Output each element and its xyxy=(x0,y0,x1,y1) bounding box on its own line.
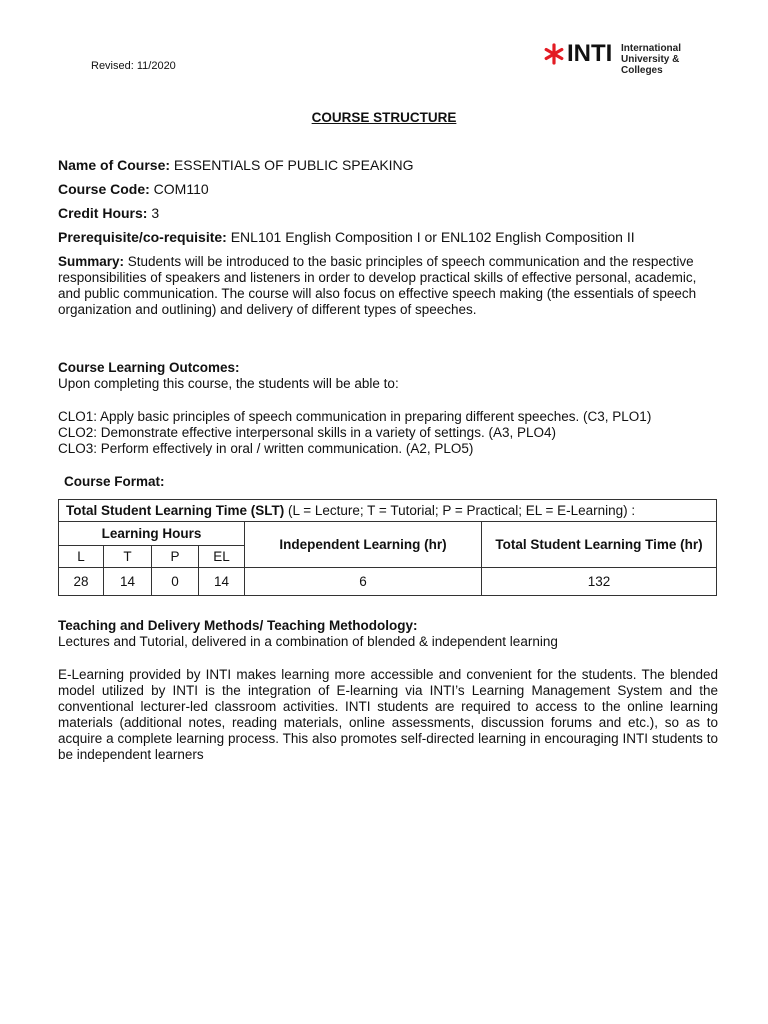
logo-subtitle-line1: International xyxy=(621,43,682,54)
value-el: 14 xyxy=(199,568,245,596)
col-header-t: T xyxy=(104,546,152,568)
summary xyxy=(58,254,718,318)
value-t: 14 xyxy=(104,568,152,596)
credit-hours-value: 3 xyxy=(147,205,160,221)
credit-hours-label: Credit Hours: xyxy=(58,205,148,221)
clo-item: CLO1: Apply basic principles of speech communication in preparing different speeches. (C3, PLO1) xyxy=(58,409,652,424)
summary-label: Summary: xyxy=(58,254,125,269)
prerequisite-value: ENL101 English Composition I or ENL102 English Composition II xyxy=(226,229,635,245)
course-code xyxy=(58,181,209,197)
logo-subtitle-line2: University & Colleges xyxy=(621,54,680,76)
clo-item: CLO2: Demonstrate effective interpersonal skills in a variety of settings. (A3, PLO4) xyxy=(58,425,556,440)
independent-learning-value: 6 xyxy=(245,568,482,596)
summary-text: Students will be introduced to the basic principles of speech communication and the respective responsibilities of speakers and listeners in order to develop practical skills of effective personal, academic, and public communication. The course will also focus on effective speech making (the essentials of speech organization and outlining) and delivery of different types of speeches. xyxy=(58,254,697,317)
value-p: 0 xyxy=(152,568,199,596)
course-code-value: COM110 xyxy=(149,181,209,197)
col-header-el: EL xyxy=(199,546,245,568)
learning-hours-header: Learning Hours xyxy=(59,522,245,546)
independent-learning-header: Independent Learning (hr) xyxy=(245,522,482,568)
slt-header-rest: (L = Lecture; T = Tutorial; P = Practical; EL = E-Learning) : xyxy=(284,503,636,518)
slt-table xyxy=(58,499,717,596)
methods-paragraph: E-Learning provided by INTI makes learning more accessible and convenient for the students. The blended model utilized by INTI is the integration of E-learning via INTI’s Learning Management System and the conventional lecturer-led classroom activities. INTI students are required to access to the online learning materials (additional notes, reading materials, online assessments, discussion forums and etc.), so as to acquire a complete learning process. This also promotes self-directed learning in encouraging INTI students to be independent learners xyxy=(58,667,718,762)
slt-table-header xyxy=(59,500,717,522)
slt-header-bold: Total Student Learning Time (SLT) xyxy=(66,503,285,518)
col-header-p: P xyxy=(152,546,199,568)
course-name-value: ESSENTIALS OF PUBLIC SPEAKING xyxy=(170,157,414,173)
course-name xyxy=(58,157,414,173)
format-heading: Course Format: xyxy=(64,474,165,489)
course-name-label: Name of Course: xyxy=(58,157,171,173)
methods-heading: Teaching and Delivery Methods/ Teaching Methodology: xyxy=(58,618,418,633)
clo-item: CLO3: Perform effectively in oral / written communication. (A2, PLO5) xyxy=(58,441,474,456)
credit-hours xyxy=(58,205,159,221)
page-title: COURSE STRUCTURE xyxy=(311,110,457,125)
logo-subtitle xyxy=(621,43,723,76)
outcomes-heading: Course Learning Outcomes: xyxy=(58,360,240,375)
revised-date: Revised: 11/2020 xyxy=(91,60,176,72)
value-l: 28 xyxy=(59,568,104,596)
col-header-l: L xyxy=(59,546,104,568)
total-slt-value: 132 xyxy=(482,568,717,596)
inti-logo xyxy=(543,40,723,76)
methods-line1: Lectures and Tutorial, delivered in a combination of blended & independent learning xyxy=(58,634,558,649)
prerequisite xyxy=(58,229,635,245)
course-code-label: Course Code: xyxy=(58,181,150,197)
logo-word: INTI xyxy=(567,40,613,67)
star-logo-icon xyxy=(543,43,565,65)
outcomes-intro: Upon completing this course, the students will be able to: xyxy=(58,376,399,391)
total-slt-header: Total Student Learning Time (hr) xyxy=(482,522,717,568)
prerequisite-label: Prerequisite/co-requisite: xyxy=(58,229,227,245)
